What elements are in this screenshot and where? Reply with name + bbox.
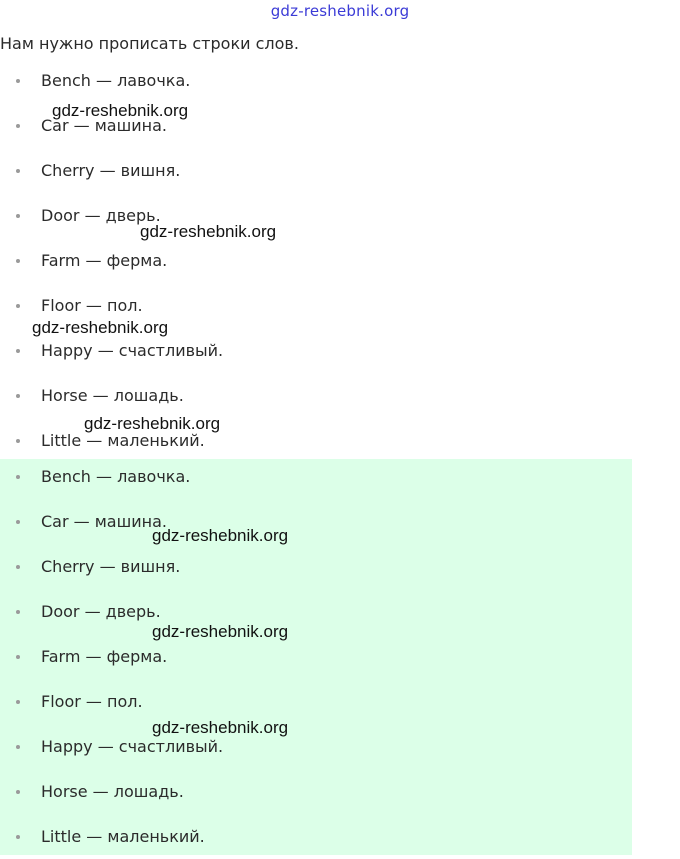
list-item-text: Door — дверь. <box>41 602 161 621</box>
list-item <box>0 814 223 859</box>
bullet-icon <box>16 169 20 173</box>
list-item-text: Farm — ферма. <box>41 647 168 666</box>
bullet-icon <box>16 655 20 659</box>
list-item <box>0 769 223 814</box>
bullet-icon <box>16 790 20 794</box>
bullet-icon <box>16 610 20 614</box>
list-item-text: Cherry — вишня. <box>41 557 181 576</box>
bullet-icon <box>16 745 20 749</box>
watermark: gdz-reshebnik.org <box>84 414 221 433</box>
list-item-text: Floor — пол. <box>41 692 143 711</box>
bullet-icon <box>16 349 20 353</box>
list-item-text: Horse — лошадь. <box>41 386 184 405</box>
list-item-text: Horse — лошадь. <box>41 782 184 801</box>
list-item-text: Happy — счастливый. <box>41 341 224 360</box>
bullet-icon <box>16 304 20 308</box>
list-item-text: Bench — лавочка. <box>41 71 191 90</box>
bullet-icon <box>16 565 20 569</box>
bullet-icon <box>16 124 20 128</box>
list-item-text: Car — машина. <box>41 116 167 135</box>
watermark: gdz-reshebnik.org <box>152 718 289 737</box>
intro-text: Нам нужно прописать строки слов. <box>0 34 299 53</box>
word-list-2 <box>0 454 223 859</box>
top-watermark: gdz-reshebnik.org <box>270 2 410 20</box>
list-item <box>0 454 223 499</box>
list-item <box>0 373 223 418</box>
list-item-text: Little — маленький. <box>41 431 205 450</box>
list-item <box>0 544 223 589</box>
bullet-icon <box>16 520 20 524</box>
bullet-icon <box>16 475 20 479</box>
watermark: gdz-reshebnik.org <box>152 622 289 641</box>
list-item <box>0 238 223 283</box>
list-item-text: Farm — ферма. <box>41 251 168 270</box>
bullet-icon <box>16 394 20 398</box>
bullet-icon <box>16 259 20 263</box>
list-item-text: Happy — счастливый. <box>41 737 224 756</box>
watermark: gdz-reshebnik.org <box>32 318 169 337</box>
watermark: gdz-reshebnik.org <box>140 222 277 241</box>
list-item <box>0 148 223 193</box>
list-item <box>0 58 223 103</box>
list-item-text: Car — машина. <box>41 512 167 531</box>
list-item-text: Little — маленький. <box>41 827 205 846</box>
watermark: gdz-reshebnik.org <box>52 101 189 120</box>
list-item-text: Cherry — вишня. <box>41 161 181 180</box>
bullet-icon <box>16 79 20 83</box>
list-item-text: Door — дверь. <box>41 206 161 225</box>
list-item-text: Floor — пол. <box>41 296 143 315</box>
bullet-icon <box>16 835 20 839</box>
watermark: gdz-reshebnik.org <box>152 526 289 545</box>
bullet-icon <box>16 700 20 704</box>
bullet-icon <box>16 439 20 443</box>
list-item-text: Bench — лавочка. <box>41 467 191 486</box>
bullet-icon <box>16 214 20 218</box>
